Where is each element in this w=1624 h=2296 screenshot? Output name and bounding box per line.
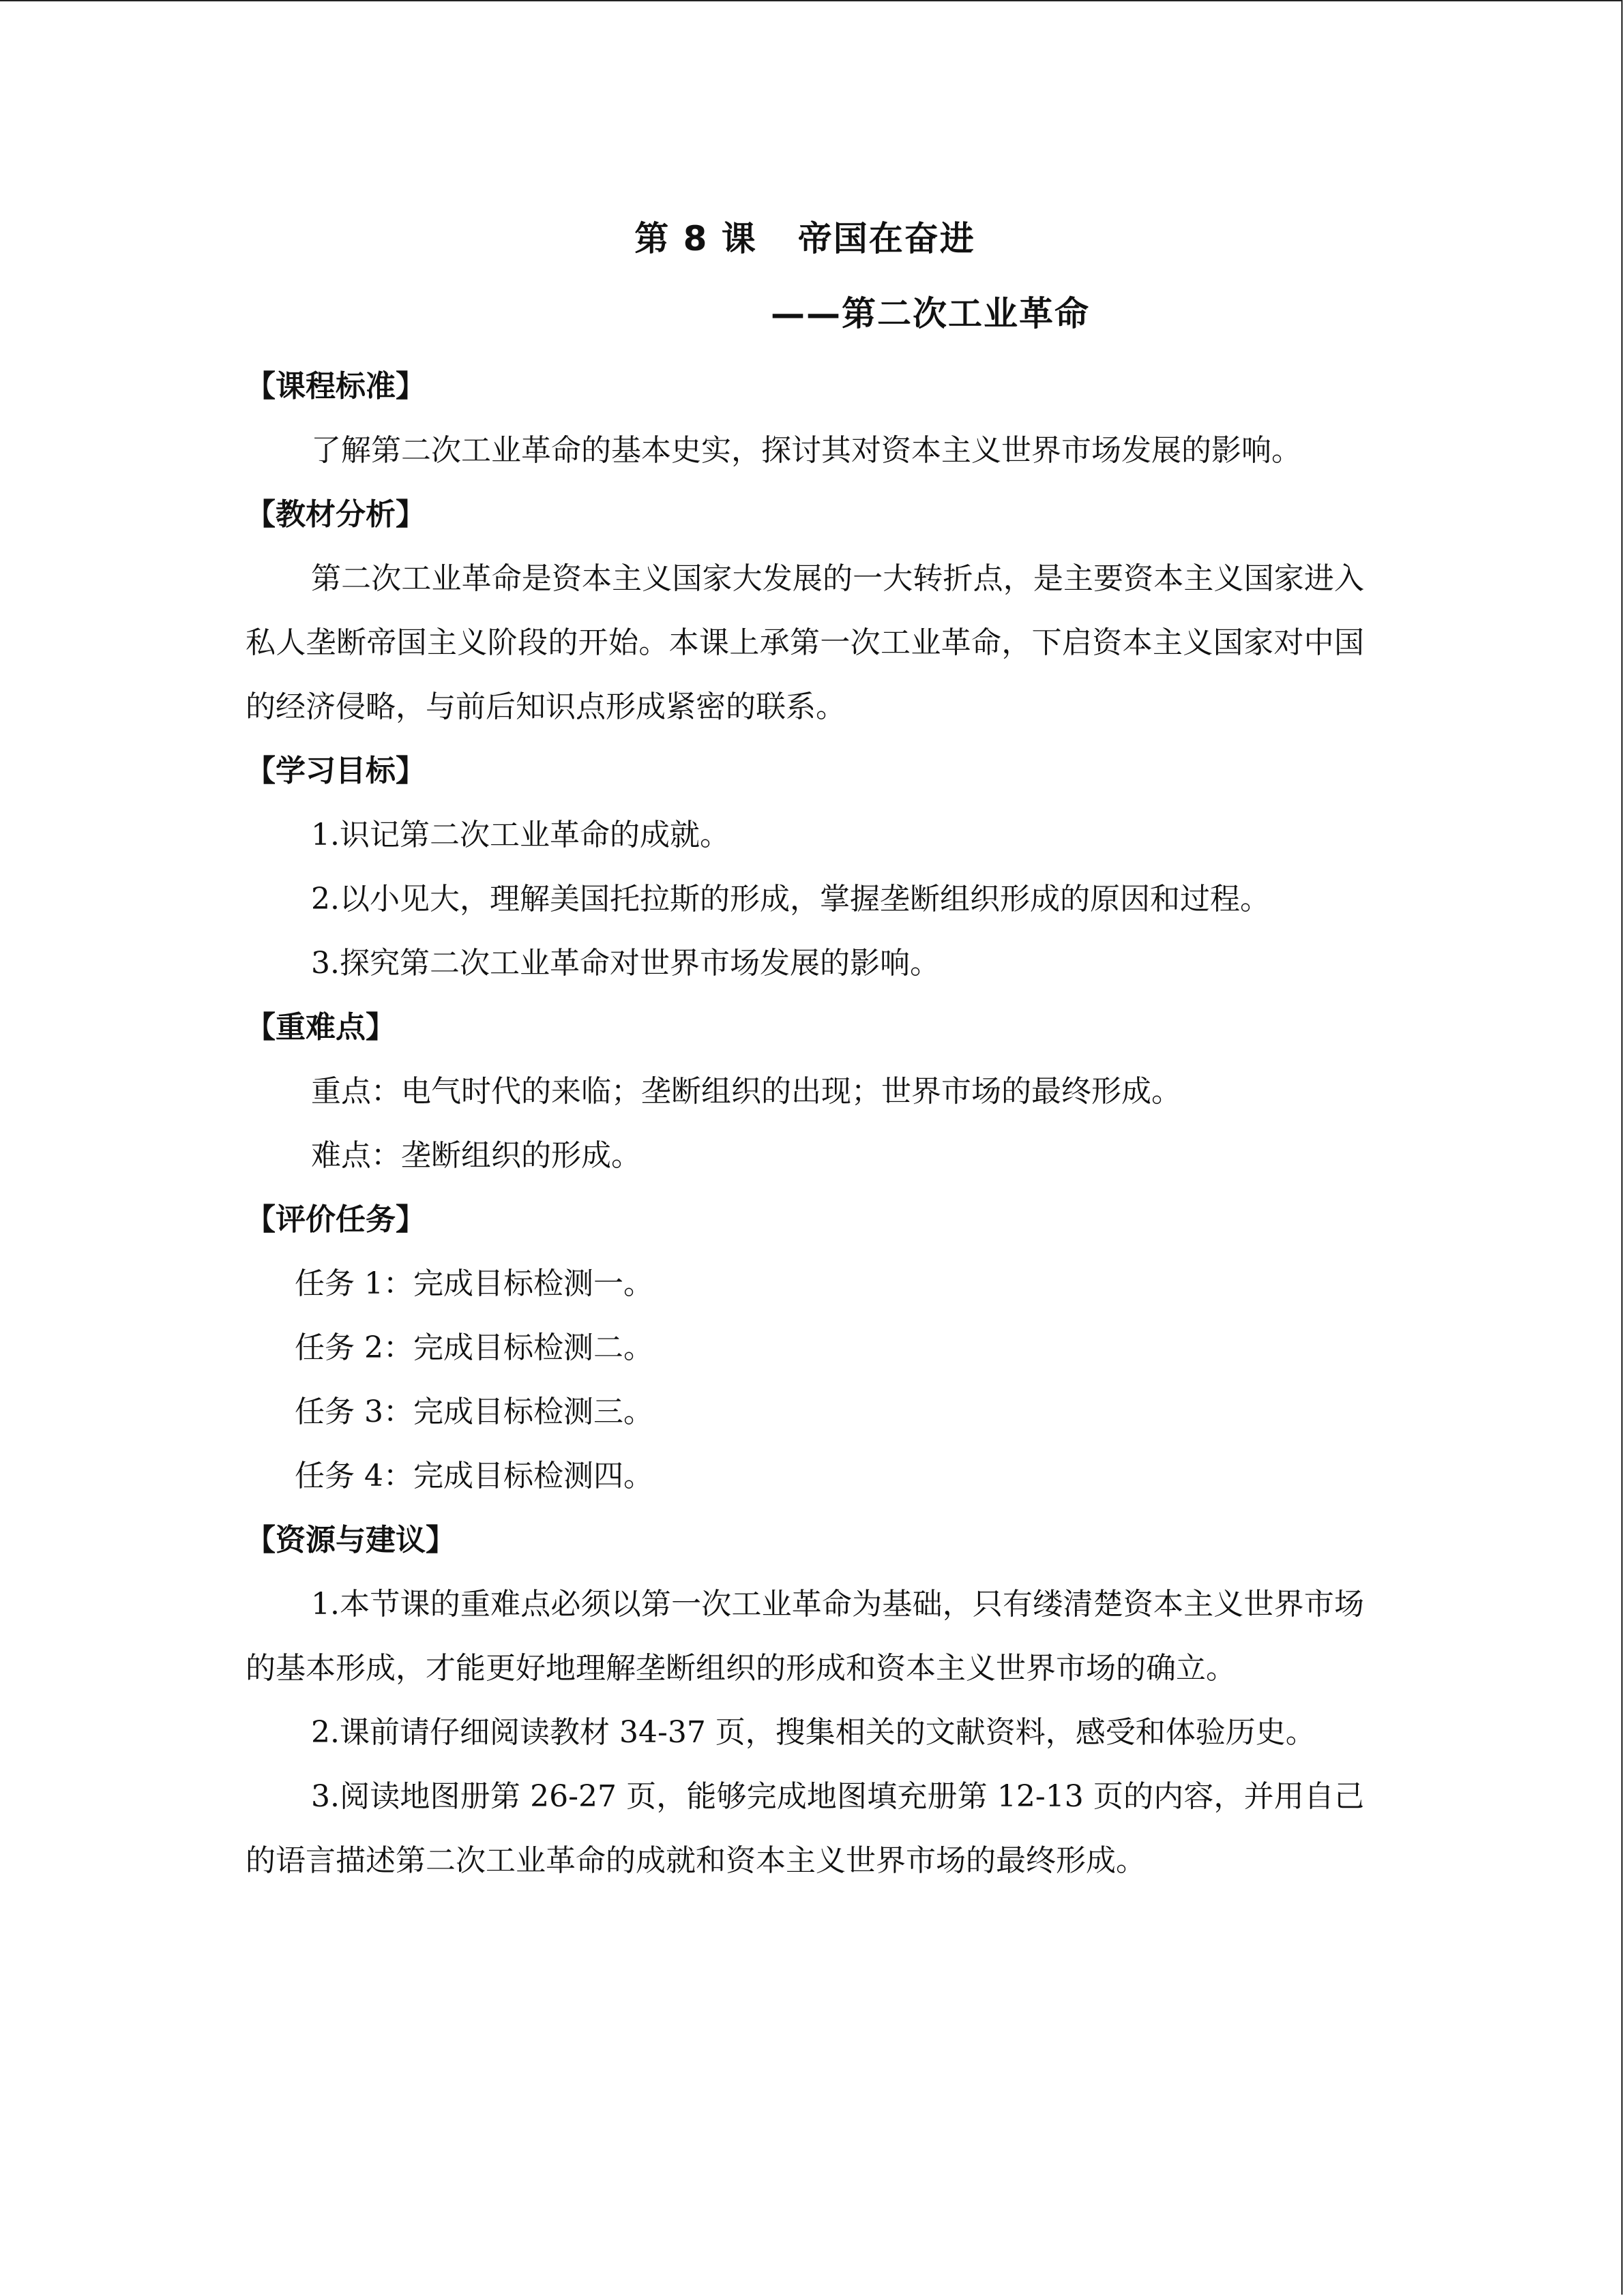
task-item: 任务 2：完成目标检测二。 <box>295 1330 653 1365</box>
section-heading-key-points: 【重难点】 <box>246 1010 396 1045</box>
task-item: 任务 1：完成目标检测一。 <box>295 1266 653 1301</box>
lesson-number: 第 8 课 <box>634 219 757 258</box>
analysis-paragraph: 第二次工业革命是资本主义国家大发展的一大转折点，是主要资本主义国家进入私人垄断帝国主义阶段的开始。本课上承第一次工业革命，下启资本主义国家对中国的经济侵略，与前后知识点形成紧密的联系。 <box>246 561 1364 724</box>
key-point-text: 重点：电气时代的来临；垄断组织的出现；世界市场的最终形成。 <box>311 1074 1181 1109</box>
section-heading-resources: 【资源与建议】 <box>246 1523 456 1557</box>
section-heading-objectives: 【学习目标】 <box>246 754 426 788</box>
standard-paragraph: 了解第二次工业革命的基本史实，探讨其对资本主义世界市场发展的影响。 <box>311 433 1301 468</box>
document-body <box>246 205 1364 1893</box>
lesson-name: 帝国在奋进 <box>797 219 975 258</box>
objective-item: 1.识记第二次工业革命的成就。 <box>311 818 730 852</box>
task-item: 任务 4：完成目标检测四。 <box>295 1459 653 1493</box>
objective-item: 2.以小见大，理解美国托拉斯的形成，掌握垄断组织形成的原因和过程。 <box>311 882 1270 916</box>
objective-item: 3.探究第二次工业革命对世界市场发展的影响。 <box>311 946 940 981</box>
section-heading-analysis: 【教材分析】 <box>246 497 426 532</box>
lesson-subtitle: ——第二次工业革命 <box>771 294 1090 333</box>
section-heading-tasks: 【评价任务】 <box>246 1202 426 1237</box>
section-heading-standard: 【课程标准】 <box>246 369 426 404</box>
resource-item: 2.课前请仔细阅读教材 34-37 页，搜集相关的文献资料，感受和体验历史。 <box>311 1715 1316 1750</box>
difficult-point-text: 难点：垄断组织的形成。 <box>311 1138 641 1173</box>
task-item: 任务 3：完成目标检测三。 <box>295 1395 653 1429</box>
resource-item: 1.本节课的重难点必须以第一次工业革命为基础，只有缕清楚资本主义世界市场的基本形成，才能更好地理解垄断组织的形成和资本主义世界市场的确立。 <box>246 1587 1364 1686</box>
lesson-title <box>246 205 1364 273</box>
resource-item: 3.阅读地图册第 26-27 页，能够完成地图填充册第 12-13 页的内容，并用自己的语言描述第二次工业革命的成就和资本主义世界市场的最终形成。 <box>246 1779 1364 1878</box>
